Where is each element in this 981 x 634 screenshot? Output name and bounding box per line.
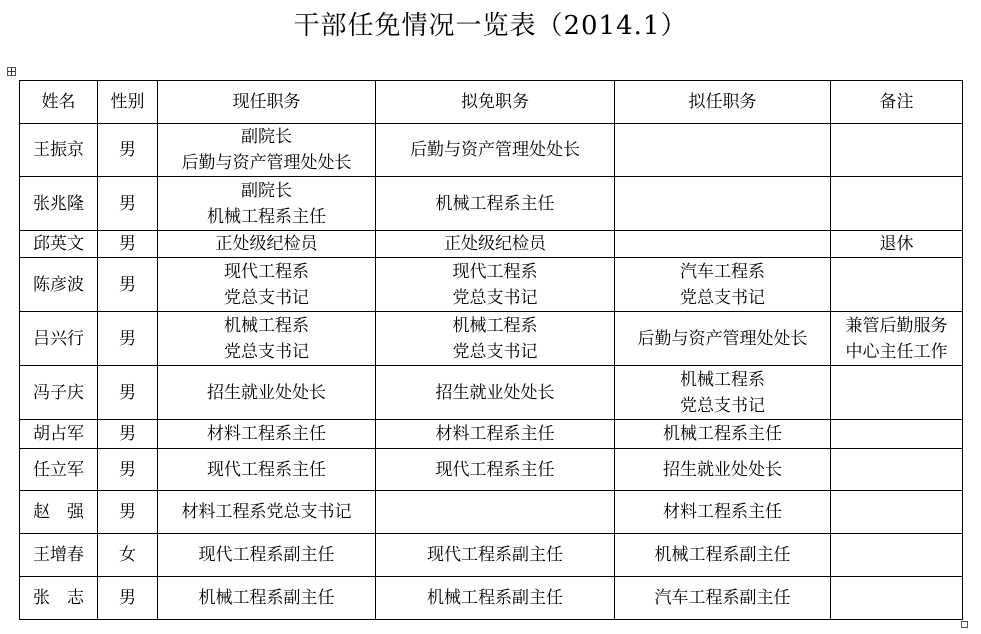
cell-name: 任立军: [20, 449, 98, 491]
cell-post-to-remove-line: 现代工程系副主任: [427, 545, 563, 565]
cell-name: 吕兴行: [20, 312, 98, 366]
cell-current-post-line: 机械工程系: [224, 315, 309, 336]
cell-remarks: [831, 491, 963, 534]
cell-post-to-appoint: [615, 258, 831, 312]
cell-post-to-appoint-line: 后勤与资产管理处处长: [637, 328, 808, 349]
cell-gender: 男: [98, 312, 158, 366]
cell-remarks: [831, 534, 963, 577]
table-row: [20, 312, 963, 366]
cell-gender: 男: [98, 577, 158, 620]
column-header-post-to-appoint: 拟任职务: [615, 81, 831, 124]
cell-post-to-appoint-line: 党总支书记: [680, 287, 765, 308]
table-row: [20, 231, 963, 258]
cell-post-to-remove: [376, 177, 615, 231]
cell-gender: 男: [98, 177, 158, 231]
cell-remarks: [831, 124, 963, 177]
table-row: [20, 124, 963, 177]
cell-name: 赵 强: [20, 491, 98, 534]
cell-post-to-appoint: [615, 491, 831, 534]
cell-post-to-appoint: [615, 577, 831, 620]
cell-gender: 男: [98, 449, 158, 491]
cell-current-post-line: 招生就业处处长: [207, 382, 326, 403]
cell-post-to-remove-line: 现代工程系主任: [435, 459, 555, 480]
cell-post-to-appoint-line: 材料工程系主任: [663, 502, 782, 522]
cell-post-to-remove: [376, 124, 615, 177]
cell-gender: 男: [98, 491, 158, 534]
cell-post-to-appoint-line: 机械工程系副主任: [654, 545, 791, 565]
cell-post-to-appoint: [615, 534, 831, 577]
cell-post-to-remove: [376, 420, 615, 449]
cell-name: 王振京: [20, 124, 98, 177]
table-row: [20, 177, 963, 231]
cell-name: 张兆隆: [20, 177, 98, 231]
cell-post-to-appoint: [615, 420, 831, 449]
cell-current-post-line: 材料工程系党总支书记: [181, 502, 352, 522]
cell-current-post: [158, 231, 376, 258]
cell-post-to-appoint: [615, 449, 831, 491]
column-header-name: 姓名: [20, 81, 98, 124]
table-row: [20, 420, 963, 449]
cell-current-post-line: 后勤与资产管理处处长: [181, 153, 352, 173]
cell-current-post: [158, 491, 376, 534]
cell-gender: 男: [98, 420, 158, 449]
cell-remarks: [831, 577, 963, 620]
cell-post-to-remove: [376, 231, 615, 258]
cell-current-post-line: 党总支书记: [224, 341, 309, 362]
cell-post-to-remove-line: 后勤与资产管理处处长: [410, 140, 580, 160]
cell-current-post: [158, 258, 376, 312]
cell-remarks: [831, 312, 963, 366]
cell-remarks-line: 退休: [879, 234, 914, 254]
cell-gender: 男: [98, 231, 158, 258]
cell-current-post-line: 机械工程系副主任: [198, 588, 335, 608]
cell-post-to-remove: [376, 312, 615, 366]
table-row: [20, 449, 963, 491]
cell-post-to-remove-line: 材料工程系主任: [435, 424, 555, 444]
cell-name: 胡占军: [20, 420, 98, 449]
cell-current-post: [158, 312, 376, 366]
cell-post-to-appoint-line: 汽车工程系: [680, 261, 765, 282]
cell-current-post-line: 现代工程系副主任: [198, 545, 335, 565]
cell-current-post: [158, 420, 376, 449]
cell-post-to-appoint-line: 汽车工程系副主任: [654, 588, 791, 608]
cell-post-to-appoint-line: 机械工程系主任: [663, 424, 782, 444]
cell-remarks: [831, 231, 963, 258]
cell-current-post: [158, 124, 376, 177]
table-move-handle-icon[interactable]: [7, 67, 16, 76]
column-header-current-post: 现任职务: [158, 81, 376, 124]
cell-post-to-appoint-line: 招生就业处处长: [663, 459, 782, 480]
cell-current-post: [158, 449, 376, 491]
cell-current-post-line: 现代工程系: [224, 261, 309, 282]
cell-post-to-remove-line: 机械工程系主任: [435, 193, 555, 214]
cell-post-to-appoint: [615, 231, 831, 258]
cell-current-post: [158, 366, 376, 420]
cell-current-post-line: 副院长: [241, 127, 292, 147]
cell-post-to-remove: [376, 366, 615, 420]
cell-post-to-remove-line: 党总支书记: [452, 287, 538, 308]
document-title: 干部任免情况一览表（2014.1）: [293, 11, 688, 41]
cadre-appointment-table: [19, 80, 963, 620]
cell-remarks: [831, 258, 963, 312]
cell-post-to-appoint: [615, 366, 831, 420]
cell-post-to-remove: [376, 258, 615, 312]
cell-name: 陈彦波: [20, 258, 98, 312]
cell-name: 邱英文: [20, 231, 98, 258]
cell-post-to-remove-line: 机械工程系副主任: [427, 588, 563, 608]
cell-gender: 男: [98, 366, 158, 420]
cell-post-to-remove: [376, 491, 615, 534]
cell-post-to-appoint: [615, 177, 831, 231]
cell-remarks: [831, 177, 963, 231]
cell-post-to-remove-line: 现代工程系: [452, 261, 538, 282]
cell-name: 张 志: [20, 577, 98, 620]
cell-post-to-appoint-line: 党总支书记: [680, 395, 765, 416]
cell-current-post: [158, 577, 376, 620]
table-resize-handle-icon[interactable]: [961, 621, 968, 628]
cell-post-to-remove: [376, 449, 615, 491]
cell-post-to-remove-line: 正处级纪检员: [444, 234, 546, 254]
cell-current-post-line: 机械工程系主任: [207, 206, 326, 227]
column-header-remarks: 备注: [831, 81, 963, 124]
cell-current-post: [158, 534, 376, 577]
cell-post-to-appoint: [615, 124, 831, 177]
cell-name: 冯子庆: [20, 366, 98, 420]
cell-remarks-line: 中心主任工作: [845, 341, 948, 362]
cell-post-to-remove: [376, 534, 615, 577]
cell-remarks: [831, 366, 963, 420]
cell-name: 王增春: [20, 534, 98, 577]
cell-post-to-appoint: [615, 312, 831, 366]
table-row: [20, 534, 963, 577]
cell-gender: 男: [98, 258, 158, 312]
cell-current-post-line: 材料工程系主任: [207, 424, 326, 444]
cell-post-to-remove-line: 招生就业处处长: [435, 382, 555, 403]
table-row: [20, 258, 963, 312]
cell-post-to-remove-line: 党总支书记: [452, 341, 538, 362]
cell-post-to-appoint-line: 机械工程系: [680, 369, 765, 390]
cell-remarks: [831, 449, 963, 491]
cell-remarks: [831, 420, 963, 449]
column-header-post-to-remove: 拟免职务: [376, 81, 615, 124]
cell-current-post-line: 现代工程系主任: [207, 459, 326, 480]
table-row: [20, 366, 963, 420]
table-row: [20, 577, 963, 620]
table-row: [20, 491, 963, 534]
column-header-gender: 性别: [98, 81, 158, 124]
cell-current-post: [158, 177, 376, 231]
cell-gender: 男: [98, 124, 158, 177]
cell-gender: 女: [98, 534, 158, 577]
cell-current-post-line: 党总支书记: [224, 287, 309, 308]
cell-post-to-remove: [376, 577, 615, 620]
cell-remarks-line: 兼管后勤服务: [845, 315, 948, 336]
cell-post-to-remove-line: 机械工程系: [452, 315, 538, 336]
cell-current-post-line: 正处级纪检员: [215, 234, 318, 254]
cell-current-post-line: 副院长: [241, 180, 292, 201]
table-header-row: [20, 81, 963, 124]
